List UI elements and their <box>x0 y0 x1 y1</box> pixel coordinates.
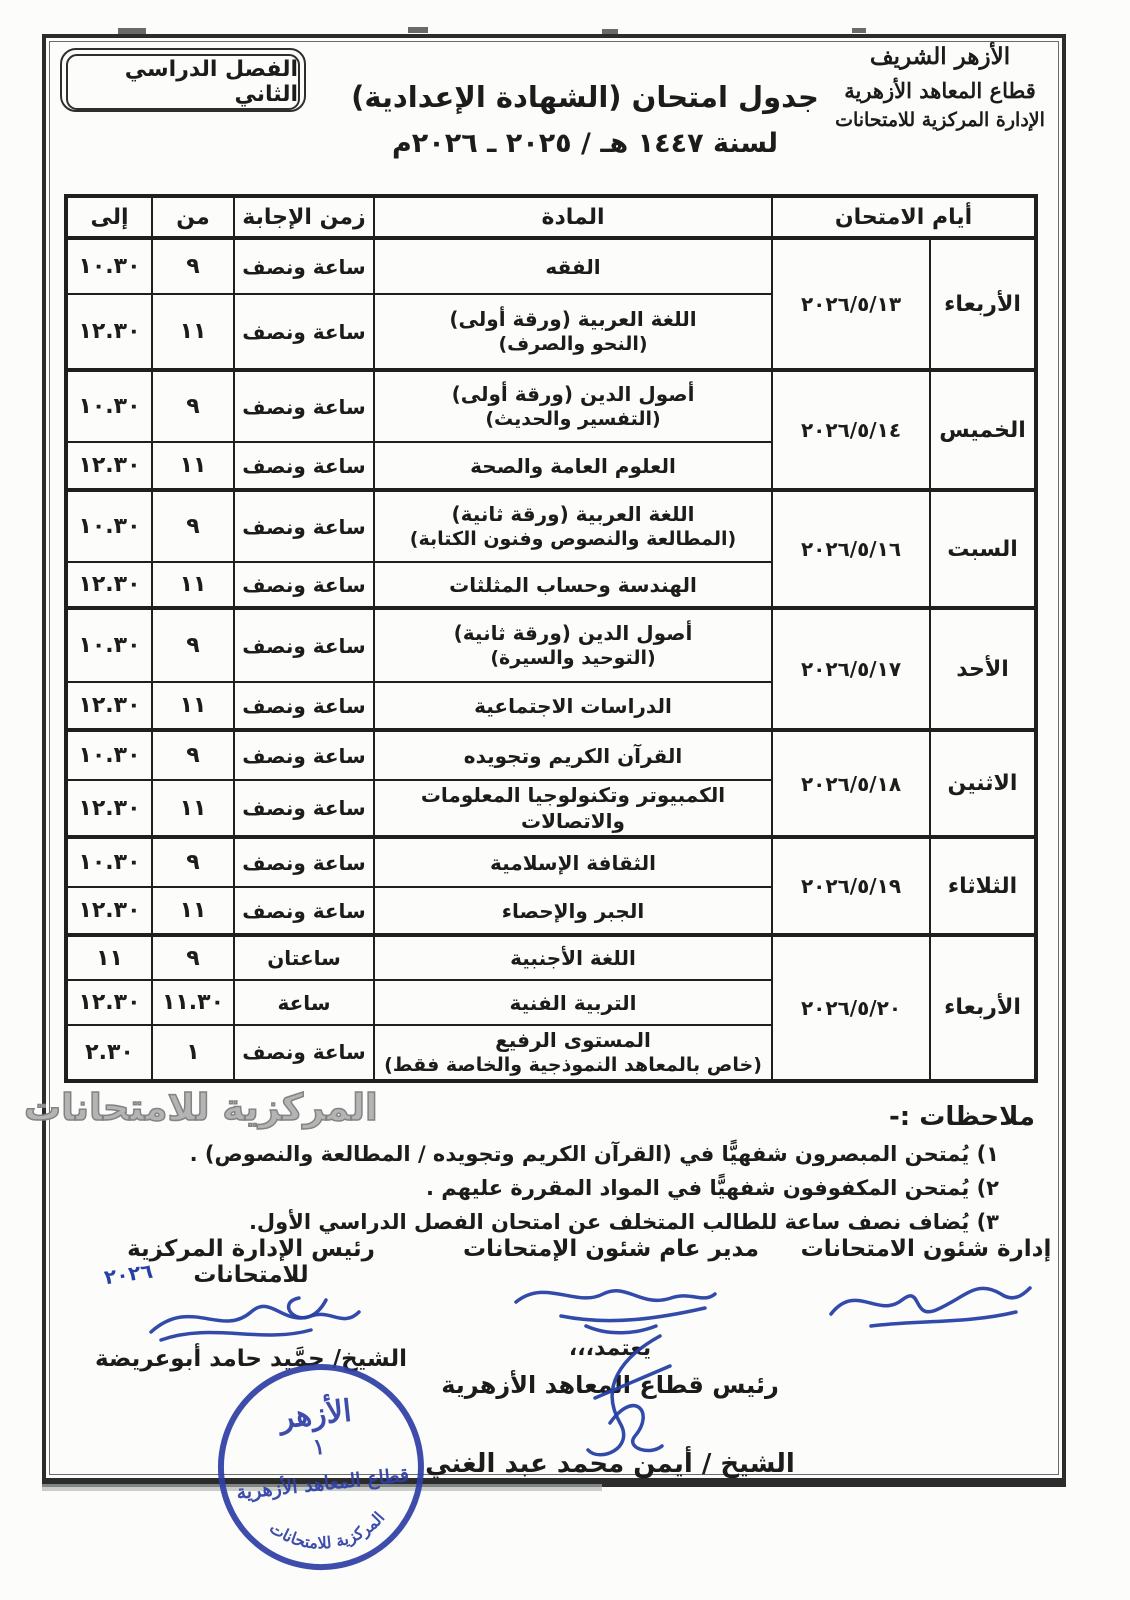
official-round-stamp <box>192 1338 450 1596</box>
day-name: الاثنين <box>930 730 1036 837</box>
duration-cell: ساعة ونصف <box>234 780 374 837</box>
from-cell: ٩ <box>152 935 234 980</box>
signature-title: إدارة شئون الامتحانات <box>800 1236 1052 1262</box>
duration-cell: ساعة ونصف <box>234 730 374 780</box>
to-cell: ٢.٣٠ <box>66 1025 152 1081</box>
subject-cell: أصول الدين (ورقة ثانية) (التوحيد والسيرة) <box>374 608 772 682</box>
org-sector: قطاع المعاهد الأزهرية <box>844 77 1036 103</box>
duration-cell: ساعة <box>234 980 374 1025</box>
to-cell: ١٠.٣٠ <box>66 837 152 887</box>
exam-date: ٢٠٢٦/٥/١٨ <box>772 730 930 837</box>
duration-cell: ساعة ونصف <box>234 887 374 935</box>
subject-cell: التربية الفنية <box>374 980 772 1025</box>
exam-date: ٢٠٢٦/٥/٢٠ <box>772 935 930 1081</box>
col-header-subject: المادة <box>374 196 772 238</box>
from-cell: ٩ <box>152 837 234 887</box>
to-cell: ١٢.٣٠ <box>66 442 152 490</box>
subject-cell: اللغة الأجنبية <box>374 935 772 980</box>
subject-cell: الهندسة وحساب المثلثات <box>374 562 772 608</box>
subject-cell: العلوم العامة والصحة <box>374 442 772 490</box>
subject-cell: المستوى الرفيع (خاص بالمعاهد النموذجية والخاصة فقط) <box>374 1025 772 1081</box>
org-name: الأزهر الشريف <box>869 43 1011 70</box>
to-cell: ١١ <box>66 935 152 980</box>
col-header-from: من <box>152 196 234 238</box>
exam-date: ٢٠٢٦/٥/١٦ <box>772 490 930 608</box>
from-cell: ١١ <box>152 682 234 730</box>
exam-date: ٢٠٢٦/٥/١٤ <box>772 370 930 490</box>
duration-cell: ساعة ونصف <box>234 490 374 562</box>
table-row <box>66 730 1036 780</box>
signature-ink-middle <box>491 1264 731 1342</box>
from-cell: ١١ <box>152 780 234 837</box>
table-row <box>66 935 1036 980</box>
subject-cell: الجبر والإحصاء <box>374 887 772 935</box>
to-cell: ١٠.٣٠ <box>66 608 152 682</box>
notes-section <box>90 1102 1035 1234</box>
table-row <box>66 238 1036 294</box>
subject-cell: الكمبيوتر وتكنولوجيا المعلومات والاتصالات <box>374 780 772 837</box>
table-row <box>66 370 1036 442</box>
note-item-3: ٣) يُضاف نصف ساعة للطالب المتخلف عن امتحان الفصل الدراسي الأول. <box>248 1210 999 1234</box>
day-name: الثلاثاء <box>930 837 1036 935</box>
from-cell: ١١ <box>152 887 234 935</box>
from-cell: ١١.٣٠ <box>152 980 234 1025</box>
from-cell: ١١ <box>152 562 234 608</box>
duration-cell: ساعة ونصف <box>234 370 374 442</box>
to-cell: ١٠.٣٠ <box>66 490 152 562</box>
day-name: السبت <box>930 490 1036 608</box>
approver-title: رئيس قطاع المعاهد الأزهرية <box>441 1371 779 1399</box>
semester-box <box>60 48 306 112</box>
subject-cell: أصول الدين (ورقة أولى) (التفسير والحديث) <box>374 370 772 442</box>
from-cell: ١١ <box>152 442 234 490</box>
col-header-duration: زمن الإجابة <box>234 196 374 238</box>
handwritten-date: ٢٠٢٦ <box>102 1258 155 1290</box>
scan-artifact <box>852 28 866 33</box>
stamp-text-top: الأزهر <box>277 1393 354 1437</box>
to-cell: ١٢.٣٠ <box>66 887 152 935</box>
to-cell: ١٢.٣٠ <box>66 294 152 370</box>
duration-cell: ساعة ونصف <box>234 682 374 730</box>
duration-cell: ساعة ونصف <box>234 837 374 887</box>
to-cell: ١٢.٣٠ <box>66 780 152 837</box>
subject-cell: الدراسات الاجتماعية <box>374 682 772 730</box>
stamp-text-number: ١ <box>311 1433 327 1461</box>
duration-cell: ساعة ونصف <box>234 562 374 608</box>
title-line2: لسنة ١٤٤٧ هـ / ٢٠٢٥ ـ ٢٠٢٦م <box>391 128 779 159</box>
from-cell: ٩ <box>152 490 234 562</box>
notes-title: ملاحظات :- <box>888 1102 1035 1132</box>
from-cell: ٩ <box>152 608 234 682</box>
col-header-days: أيام الامتحان <box>772 196 1036 238</box>
title-line1: جدول امتحان (الشهادة الإعدادية) <box>351 80 819 114</box>
duration-cell: ساعة ونصف <box>234 1025 374 1081</box>
note-item-2: ٢) يُمتحن المكفوفون شفهيًّا في المواد المقررة عليهم . <box>426 1176 999 1200</box>
to-cell: ١٢.٣٠ <box>66 980 152 1025</box>
from-cell: ٩ <box>152 370 234 442</box>
stamp-text-bottom: المركزية للامتحانات <box>266 1508 389 1553</box>
exam-schedule-table <box>64 194 1038 1083</box>
day-name: الأربعاء <box>930 238 1036 370</box>
col-header-to: إلى <box>66 196 152 238</box>
duration-cell: ساعة ونصف <box>234 294 374 370</box>
exam-date: ٢٠٢٦/٥/١٩ <box>772 837 930 935</box>
organization-header <box>818 40 1062 135</box>
approver-name: الشيخ / أيمن محمد عبد الغني <box>425 1449 795 1479</box>
exam-date: ٢٠٢٦/٥/١٣ <box>772 238 930 370</box>
org-department: الإدارة المركزية للامتحانات <box>835 109 1045 131</box>
scan-artifact <box>408 27 428 33</box>
duration-cell: ساعة ونصف <box>234 608 374 682</box>
table-row <box>66 837 1036 887</box>
duration-cell: ساعة ونصف <box>234 238 374 294</box>
to-cell: ١٠.٣٠ <box>66 370 152 442</box>
subject-cell: اللغة العربية (ورقة ثانية) (المطالعة والنصوص وفنون الكتابة) <box>374 490 772 562</box>
document-title <box>320 80 850 159</box>
subject-cell: القرآن الكريم وتجويده <box>374 730 772 780</box>
signature-title: رئيس الإدارة المركزية للامتحانات <box>127 1236 375 1288</box>
table-row <box>66 608 1036 682</box>
day-name: الأربعاء <box>930 935 1036 1081</box>
to-cell: ١٢.٣٠ <box>66 682 152 730</box>
from-cell: ٩ <box>152 238 234 294</box>
duration-cell: ساعة ونصف <box>234 442 374 490</box>
subject-cell: الثقافة الإسلامية <box>374 837 772 887</box>
signature-ink-right <box>816 1264 1036 1342</box>
day-name: الأحد <box>930 608 1036 730</box>
signature-title: مدير عام شئون الإمتحانات <box>463 1236 759 1262</box>
subject-cell: الفقه <box>374 238 772 294</box>
from-cell: ٩ <box>152 730 234 780</box>
from-cell: ١ <box>152 1025 234 1081</box>
duration-cell: ساعتان <box>234 935 374 980</box>
note-item-1: ١) يُمتحن المبصرون شفهيًّا في (القرآن الكريم وتجويده / المطالعة والنصوص) . <box>189 1142 999 1166</box>
approval-word: يعتمد،،، <box>568 1336 652 1361</box>
to-cell: ١٠.٣٠ <box>66 730 152 780</box>
watermark-text: المركزية للامتحانات <box>24 1086 378 1129</box>
subject-cell: اللغة العربية (ورقة أولى) (النحو والصرف) <box>374 294 772 370</box>
table-header-row <box>66 196 1036 238</box>
semester-label: الفصل الدراسي الثاني <box>66 54 300 110</box>
day-name: الخميس <box>930 370 1036 490</box>
exam-date: ٢٠٢٦/٥/١٧ <box>772 608 930 730</box>
to-cell: ١٢.٣٠ <box>66 562 152 608</box>
stamp-text-middle: قطاع المعاهد الأزهرية <box>235 1463 411 1504</box>
table-row <box>66 490 1036 562</box>
to-cell: ١٠.٣٠ <box>66 238 152 294</box>
signature-name: الشيخ/ حمَّيد حامد أبوعريضة <box>95 1346 407 1372</box>
from-cell: ١١ <box>152 294 234 370</box>
